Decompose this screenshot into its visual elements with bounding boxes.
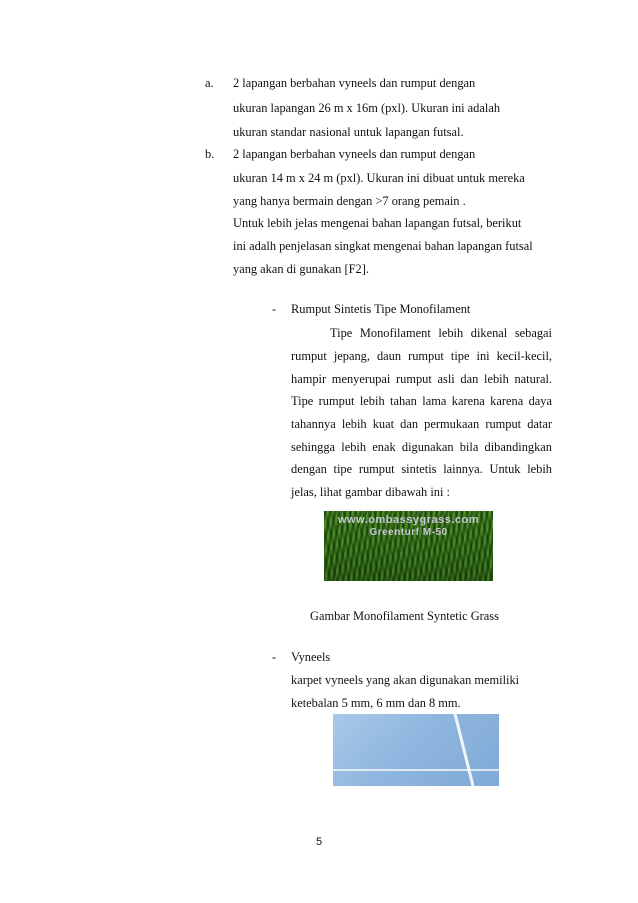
monofilament-grass-image — [324, 511, 493, 581]
bullet-marker-vyneels: - — [272, 650, 277, 664]
bullet-marker-monofilament: - — [272, 302, 277, 316]
list-b-line-1: 2 lapangan berbahan vyneels dan rumput dengan — [233, 147, 476, 161]
list-a-line-3: ukuran standar nasional untuk lapangan futsal. — [233, 125, 464, 139]
vyneels-line-2: ketebalan 5 mm, 6 mm dan 8 mm. — [291, 696, 461, 710]
list-marker-b: b. — [205, 147, 215, 161]
list-a-line-1: 2 lapangan berbahan vyneels dan rumput dengan — [233, 76, 476, 90]
monofilament-line-8: jelas, lihat gambar dibawah ini : — [291, 485, 450, 499]
monofilament-line-5: tahannya lebih kuat dan permukaan rumput datar — [291, 417, 552, 431]
monofilament-line-3: hampir menyerupai rumput asli dan lebih natural. — [291, 372, 552, 386]
bullet-title-vyneels: Vyneels — [291, 650, 331, 664]
vyneels-court-image — [333, 714, 499, 786]
monofilament-line-1: Tipe Monofilament lebih dikenal sebagai — [330, 326, 552, 340]
list-b-line-6: yang akan di gunakan [F2]. — [233, 262, 369, 276]
list-marker-a: a. — [205, 76, 214, 90]
court-line-diagonal — [451, 714, 478, 786]
page-number: 5 — [315, 836, 323, 848]
court-line-horizontal — [333, 769, 499, 771]
image-watermark-product: Greenturf M-50 — [369, 527, 448, 538]
vyneels-line-1: karpet vyneels yang akan digunakan memiliki — [291, 673, 520, 687]
monofilament-line-4: Tipe rumput lebih tahan lama karena karena daya — [291, 394, 552, 408]
bullet-title-monofilament: Rumput Sintetis Tipe Monofilament — [291, 302, 471, 316]
monofilament-line-7: dengan tipe rumput sintetis lainnya. Untuk lebih — [291, 462, 552, 476]
list-b-line-2: ukuran 14 m x 24 m (pxl). Ukuran ini dibuat untuk mereka — [233, 171, 525, 185]
monofilament-line-2: rumput jepang, daun rumput tipe ini kecil-kecil, — [291, 349, 552, 363]
list-a-line-2: ukuran lapangan 26 m x 16m (pxl). Ukuran ini adalah — [233, 101, 501, 115]
list-b-line-4: Untuk lebih jelas mengenai bahan lapangan futsal, berikut — [233, 216, 522, 230]
monofilament-line-6: sehingga lebih enak digunakan bila dibandingkan — [291, 440, 552, 454]
image-watermark-url: www.ombassygrass.com — [337, 514, 480, 526]
list-b-line-3: yang hanya bermain dengan >7 orang pemain . — [233, 194, 466, 208]
figure-caption: Gambar Monofilament Syntetic Grass — [310, 609, 499, 623]
list-b-line-5: ini adalh penjelasan singkat mengenai bahan lapangan futsal — [233, 239, 533, 253]
